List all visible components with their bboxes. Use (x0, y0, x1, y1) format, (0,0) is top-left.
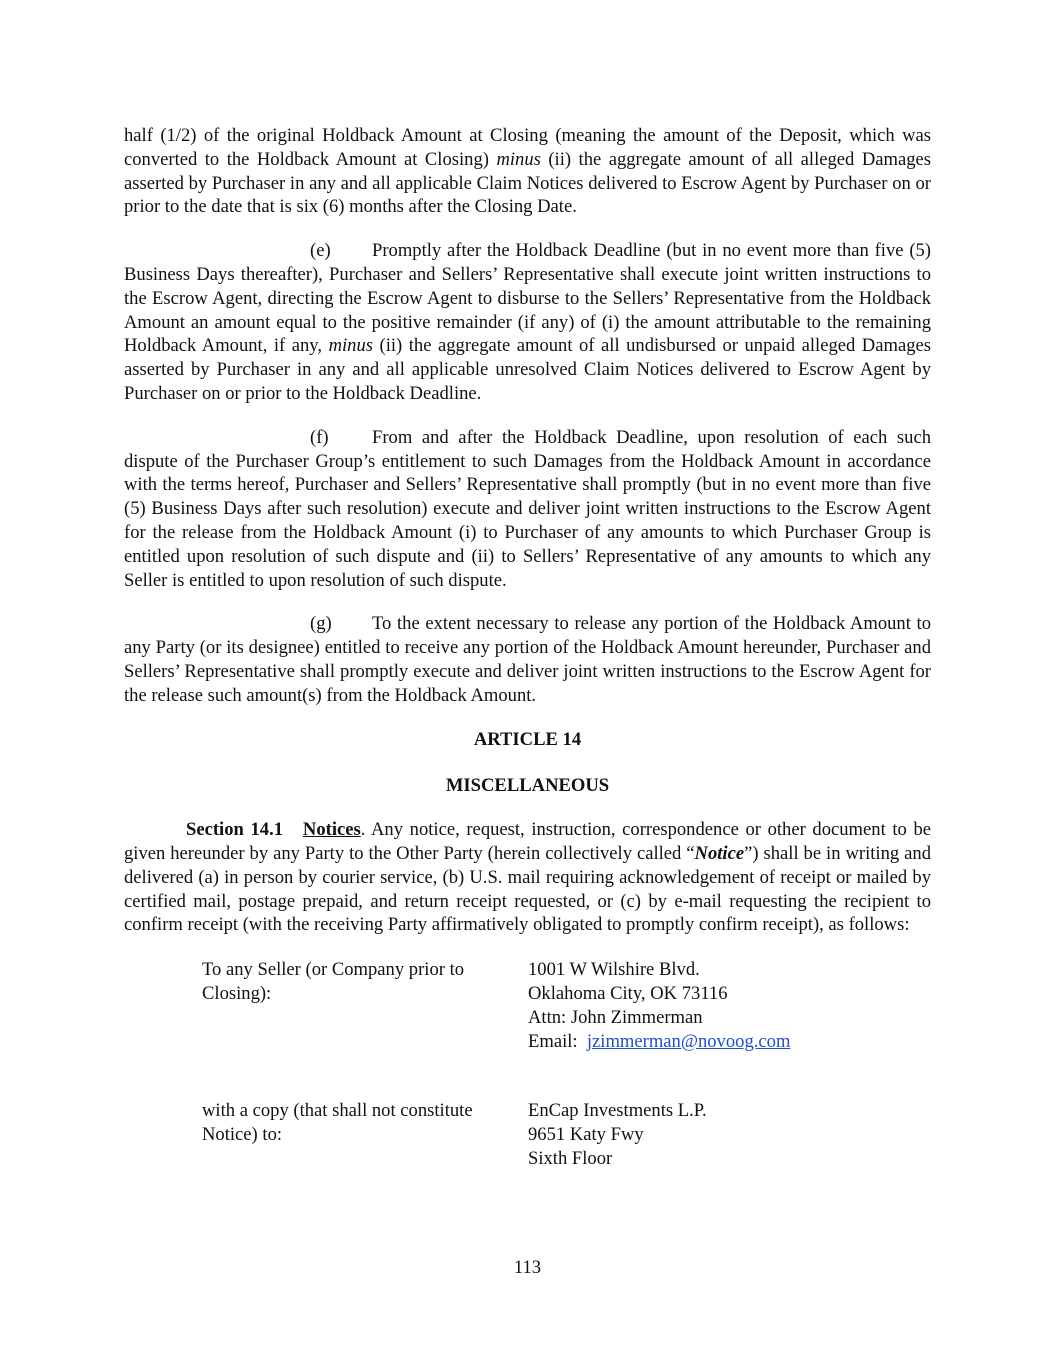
paragraph-d-continued: half (1/2) of the original Holdback Amount at Closing (meaning the amount of the Deposit, which was converted to the Holdback Amount at Closing) minus (ii) the aggregate amount of all alleged Damages asserted by Purchaser in any and all applicable Claim Notices delivered to Escrow Agent by Purchaser on or prior to the date that is six (6) months after the Closing Date. (124, 125, 932, 218)
page-number: 113 (513, 1257, 542, 1278)
notice-copy-address: EnCap Investments L.P. 9651 Katy Fwy Sixth Floor (528, 1100, 707, 1169)
paragraph-e-label: (e) (310, 240, 331, 262)
paragraph-f: (f) From and after the Holdback Deadline, upon resolution of each such dispute of the Purchaser Group’s entitlement to such Damages from the Holdback Amount in accordance with the terms hereof, Purchaser and Sellers’ Representative shall promptly (but in no event more than five (5) Business Days after such resolution) execute and deliver joint written instructions to the Escrow Agent for the release from the Holdback Amount (i) to Purchaser of any amounts to which Purchaser Group is entitled upon resolution of such dispute and (ii) to Sellers’ Representative of any amounts to which any Seller is entitled to upon resolution of such dispute. (124, 426, 931, 591)
section-number: Section 14.1 (186, 819, 284, 841)
notice-copy-label: with a copy (that shall not constitute Notice) to: (202, 1100, 473, 1146)
notice-seller-address: 1001 W Wilshire Blvd. Oklahoma City, OK 73116 Attn: John Zimmerman Email: jzimmerman@novoog.com (528, 959, 791, 1052)
paragraph-g-label: (g) (310, 613, 332, 635)
notice-addresses (202, 958, 931, 1171)
paragraph-f-label: (f) (310, 426, 329, 448)
seller-email-link[interactable]: jzimmerman@novoog.com (586, 1030, 791, 1052)
paragraph-g: (g) To the extent necessary to release any portion of the Holdback Amount to any Party (or its designee) entitled to receive any portion of the Holdback Amount hereunder, Purchaser and Sellers’ Representative shall promptly execute and deliver joint written instructions to the Escrow Agent for the release such amount(s) from the Holdback Amount. (124, 613, 931, 706)
notice-copy-row (202, 1099, 931, 1170)
notice-seller-row (202, 958, 931, 1053)
section-14-1-paragraph: Section 14.1 Notices. Any notice, request, instruction, correspondence or other document to be given hereunder by any Party to the Other Party (herein collectively called “Notice”) shall be in writing and delivered (a) in person by courier service, (b) U.S. mail requiring acknowledgement of receipt or mailed by certified mail, postage prepaid, and return receipt requested, or (c) by e-mail requesting the recipient to confirm receipt (with the receiving Party affirmatively obligated to promptly confirm receipt), as follows: (124, 819, 932, 936)
notice-seller-label: To any Seller (or Company prior to Closing): (202, 959, 465, 1004)
document-page (124, 124, 931, 1171)
article-number: ARTICLE 14 (473, 728, 582, 750)
defined-term: Notice (694, 842, 745, 864)
article-title: MISCELLANEOUS (445, 775, 610, 797)
paragraph-e: (e) Promptly after the Holdback Deadline (but in no event more than five (5) Business Days thereafter), Purchaser and Sellers’ Representative shall execute joint written instructions to the Escrow Agent, directing the Escrow Agent to disburse to the Sellers’ Representative from the Holdback Amount an amount equal to the positive remainder (if any) of (i) the amount attributable to the remaining Holdback Amount, if any, minus (ii) the aggregate amount of all undisbursed or unpaid alleged Damages asserted by Purchaser in any and all applicable unresolved Claim Notices delivered to Escrow Agent by Purchaser on or prior to the Holdback Deadline. (124, 240, 931, 404)
section-heading: Notices (302, 819, 361, 841)
